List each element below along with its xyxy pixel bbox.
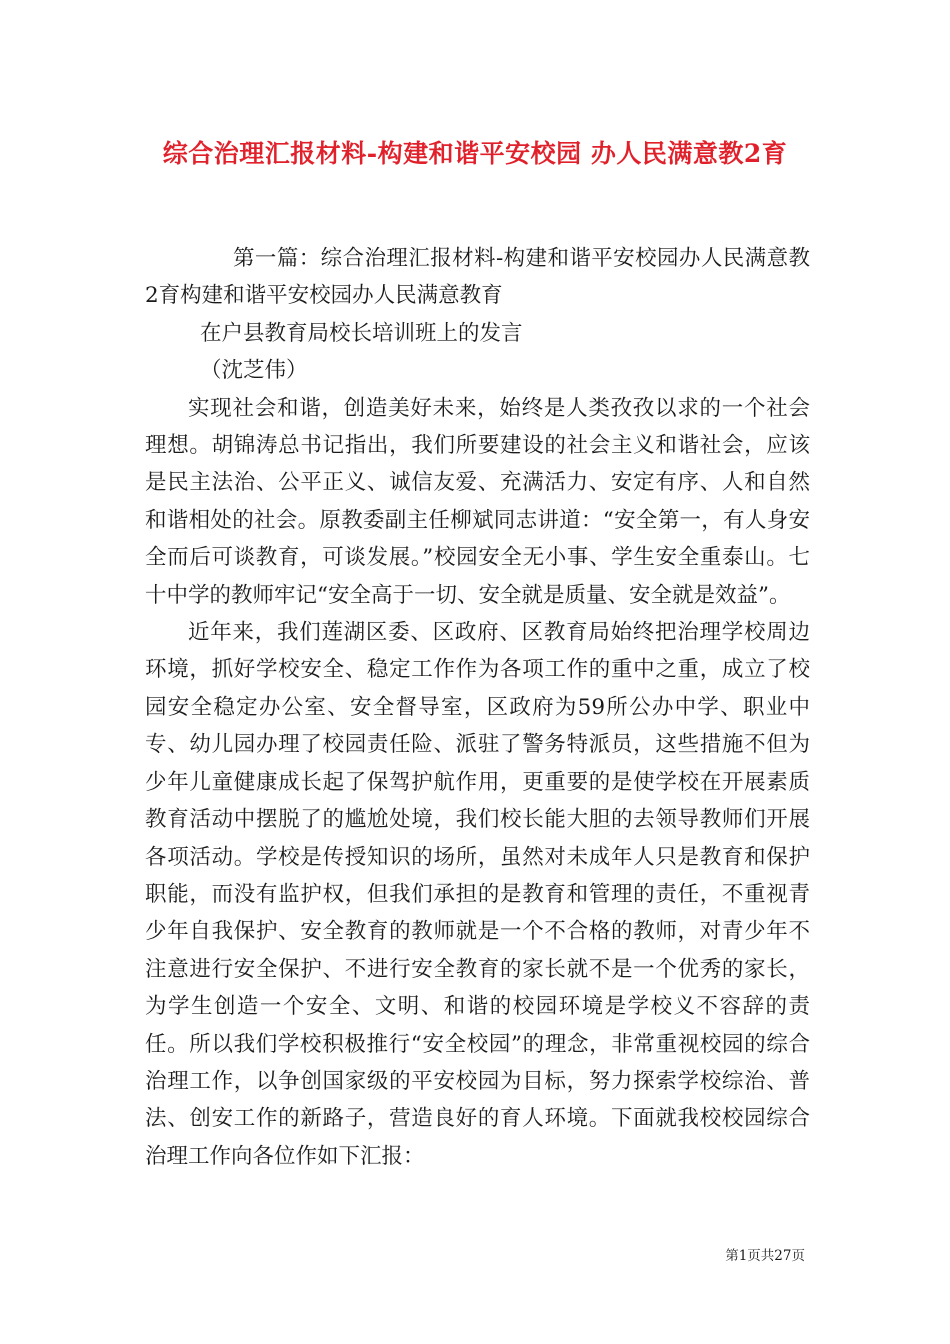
page-footer xyxy=(725,1244,805,1264)
paragraph-chapter-heading: 第一篇：综合治理汇报材料-构建和谐平安校园办人民满意教2育构建和谐平安校园办人民满意教育 xyxy=(145,246,810,309)
paragraph-body-2: 近年来，我们莲湖区委、区政府、区教育局始终把治理学校周边环境，抓好学校安全、稳定工作作为各项工作的重中之重，成立了校园安全稳定办公室、安全督导室，区政府为59所公办中学、职业中专、幼儿园办理了校园责任险、派驻了警务特派员，这些措施不但为少年儿童健康成长起了保驾护航作用，更重要的是使学校在开展素质教育活动中摆脱了的尴尬处境，我们校长能大胆的去领导教师们开展各项活动。学校是传授知识的场所，虽然对未成年人只是教育和保护职能，而没有监护权，但我们承担的是教育和管理的责任，不重视青少年自我保护、安全教育的教师就是一个不合格的教师，对青少年不注意进行安全保护、不进行安全教育的家长就不是一个优秀的家长，为学生创造一个安全、文明、和谐的校园环境是学校义不容辞的责任。所以我们学校积极推行“安全校园”的理念，非常重视校园的综合治理工作，以争创国家级的平安校园为目标，努力探索学校综治、普法、创安工作的新路子，营造良好的育人环境。下面就我校校园综合治理工作向各位作如下汇报： xyxy=(145,620,810,1169)
paragraph-author: （沈芝伟） xyxy=(200,358,308,384)
document-title: 综合治理汇报材料-构建和谐平安校园 办人民满意教2育 xyxy=(162,139,788,168)
paragraph-body-1: 实现社会和谐，创造美好未来，始终是人类孜孜以求的一个社会理想。胡锦涛总书记指出，我们所要建设的社会主义和谐社会，应该是民主法治、公平正义、诚信友爱、充满活力、安定有序、人和自然和谐相处的社会。原教委副主任柳斌同志讲道：“安全第一，有人身安全而后可谈教育，可谈发展。”校园安全无小事、学生安全重泰山。七十中学的教师牢记“安全高于一切、安全就是质量、安全就是效益”。 xyxy=(145,395,810,608)
document-body xyxy=(145,240,810,1175)
page-number: 第1页共27页 xyxy=(725,1248,805,1264)
paragraph-speech-occasion: 在户县教育局校长培训班上的发言 xyxy=(200,320,523,346)
